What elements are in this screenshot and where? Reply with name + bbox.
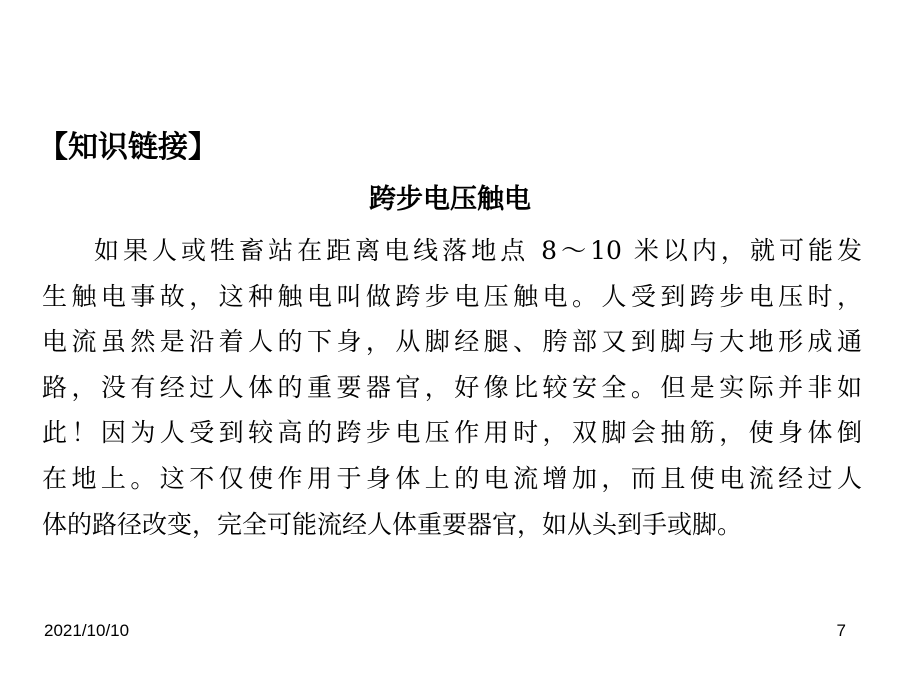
- page-number: 7: [836, 621, 846, 640]
- body-line: 如果人或牲畜站在距离电线落地点 8～10 米以内，就可能发: [94, 236, 862, 265]
- body-line: 生触电事故，这种触电叫做跨步电压触电。人受到跨步电压时，: [42, 281, 862, 311]
- article-title: 跨步电压触电: [369, 184, 531, 215]
- body-line: 电流虽然是沿着人的下身，从脚经腿、胯部又到脚与大地形成通: [42, 327, 862, 357]
- body-line: 路，没有经过人体的重要器官，好像比较安全。但是实际并非如: [42, 372, 862, 402]
- body-line: 此！因为人受到较高的跨步电压作用时，双脚会抽筋，使身体倒: [42, 418, 862, 448]
- body-line: 在地上。这不仅使作用于身体上的电流增加，而且使电流经过人: [42, 463, 862, 493]
- body-line: 体的路径改变，完全可能流经人体重要器官，如从头到手或脚。: [42, 509, 743, 539]
- footer-date: 2021/10/10: [44, 621, 130, 640]
- section-label: 【知识链接】: [38, 130, 218, 165]
- article-body: [42, 228, 862, 547]
